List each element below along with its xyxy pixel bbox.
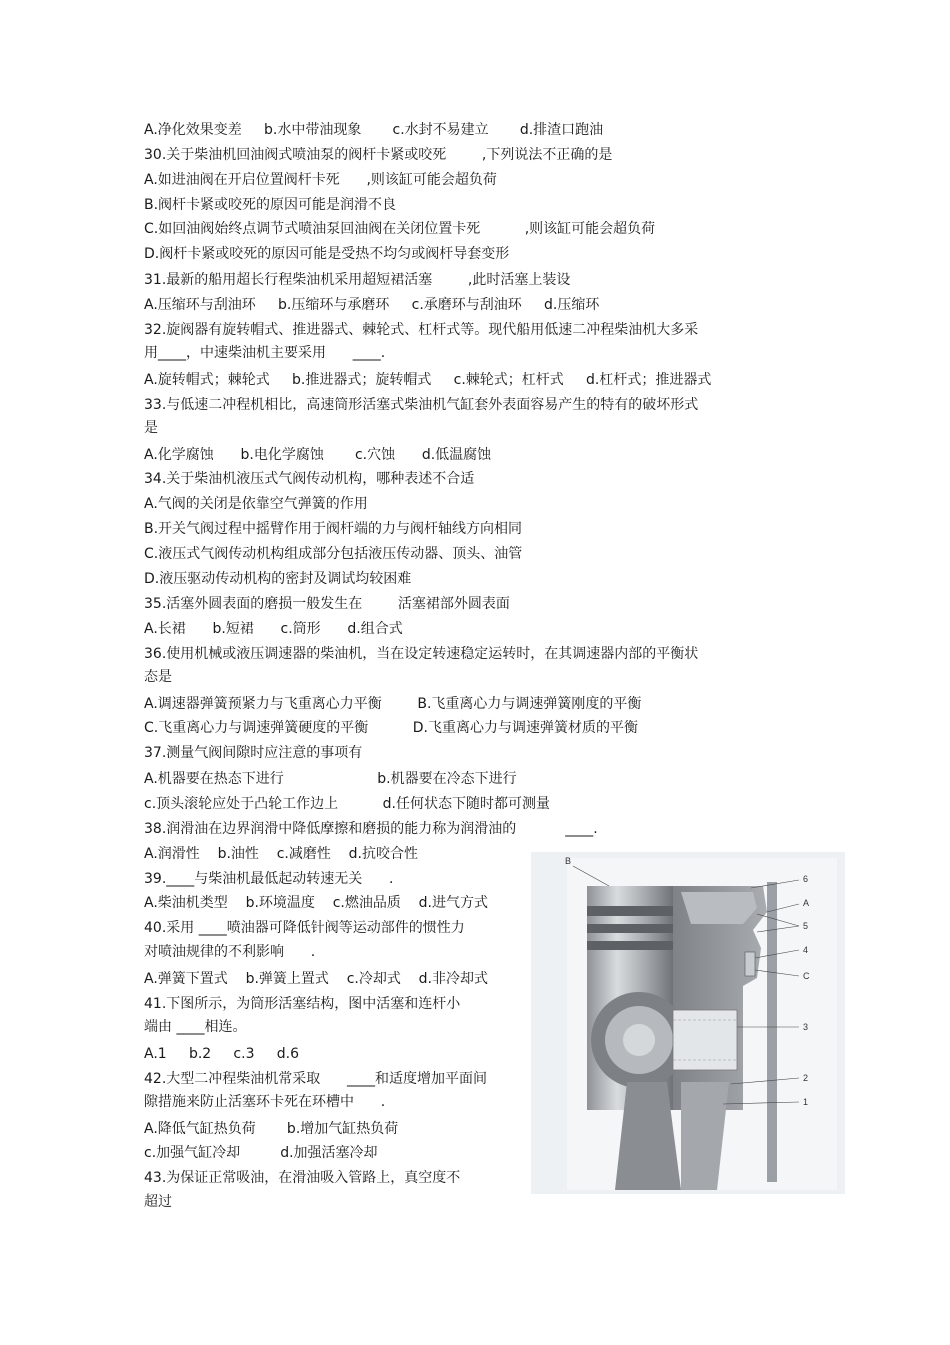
ring-groove-insert — [745, 952, 755, 976]
piston-ring — [587, 941, 673, 950]
gudgeon-pin-bore — [623, 1024, 655, 1056]
text-line: D.液压驱动传动机构的密封及调试均较困难 — [144, 571, 412, 587]
text-line: A.柴油机类型 b.环境温度 c.燃油品质 d.进气方式 — [144, 895, 489, 911]
label-4: 4 — [803, 945, 809, 955]
text-line: A.旋转帽式；棘轮式 b.推进器式；旋转帽式 c.棘轮式；杠杆式 d.杠杆式；推进器式 — [144, 372, 712, 388]
cooling-gallery — [681, 892, 757, 924]
piston-land — [587, 916, 673, 924]
text-line: A.弹簧下置式 b.弹簧上置式 c.冷却式 d.非冷却式 — [144, 971, 489, 987]
text-line: 36.使用机械或液压调速器的柴油机，当在设定转速稳定运转时，在其调速器内部的平衡状 — [144, 646, 699, 662]
label-5: 5 — [803, 921, 809, 931]
text-line: 隙措施来防止活塞环卡死在环槽中 . — [144, 1094, 386, 1110]
text-line: C.飞重离心力与调速弹簧硬度的平衡 D.飞重离心力与调速弹簧材质的平衡 — [144, 720, 638, 736]
text-line: 用____，中速柴油机主要采用 ____. — [144, 345, 386, 361]
text-line: A.润滑性 b.油性 c.减磨性 d.抗咬合性 — [144, 846, 419, 862]
text-line: c.加强气缸冷却 d.加强活塞冷却 — [144, 1145, 378, 1161]
text-line: A.压缩环与刮油环 b.压缩环与承磨环 c.承磨环与刮油环 d.压缩环 — [144, 297, 600, 313]
text-line: 39.____与柴油机最低起动转速无关 . — [144, 871, 394, 887]
text-line: 42.大型二冲程柴油机常采取 ____和适度增加平面间 — [144, 1071, 487, 1087]
text-line: 35.活塞外圆表面的磨损一般发生在 活塞裙部外圆表面 — [144, 596, 510, 612]
piston-diagram — [531, 852, 845, 1194]
text-line: 态是 — [144, 669, 172, 685]
piston-ring — [587, 924, 673, 933]
text-line: 超过 — [144, 1194, 172, 1210]
text-line: A.降低气缸热负荷 b.增加气缸热负荷 — [144, 1121, 399, 1137]
text-line: 37.测量气阀间隙时应注意的事项有 — [144, 745, 363, 761]
text-line: 31.最新的船用超长行程柴油机采用超短裙活塞 ,此时活塞上装设 — [144, 272, 571, 288]
text-line: A.1 b.2 c.3 d.6 — [144, 1046, 299, 1062]
text-line: A.调速器弹簧预紧力与飞重离心力平衡 B.飞重离心力与调速弹簧刚度的平衡 — [144, 696, 642, 712]
label-6: 6 — [803, 874, 809, 884]
gudgeon-pin-section — [673, 1010, 737, 1070]
text-line: A.化学腐蚀 b.电化学腐蚀 c.穴蚀 d.低温腐蚀 — [144, 447, 492, 463]
text-line: 34.关于柴油机液压式气阀传动机构，哪种表述不合适 — [144, 471, 475, 487]
label-3: 3 — [803, 1022, 809, 1032]
text-line: 端由 ____相连。 — [144, 1019, 247, 1035]
piston-ring — [587, 906, 673, 916]
text-line: 是 — [144, 420, 158, 436]
text-line: C.液压式气阀传动机构组成部分包括液压传动器、顶头、油管 — [144, 546, 523, 562]
text-line: 38.润滑油在边界润滑中降低摩擦和磨损的能力称为润滑油的 ____. — [144, 821, 598, 837]
text-line: 40.采用 ____喷油器可降低针阀等运动部件的惯性力 — [144, 920, 465, 936]
text-line: B.开关气阀过程中摇臂作用于阀杆端的力与阀杆轴线方向相同 — [144, 521, 523, 537]
label-2: 2 — [803, 1073, 809, 1083]
label-A: A — [803, 898, 810, 908]
text-line: 32.旋阀器有旋转帽式、推进器式、棘轮式、杠杆式等。现代船用低速二冲程柴油机大多采 — [144, 322, 699, 338]
text-line: A.净化效果变差 b.水中带油现象 c.水封不易建立 d.排渣口跑油 — [144, 122, 604, 138]
text-line: C.如回油阀始终点调节式喷油泵回油阀在关闭位置卡死 ,则该缸可能会超负荷 — [144, 221, 656, 237]
text-line: B.阀杆卡紧或咬死的原因可能是润滑不良 — [144, 197, 397, 213]
text-line: 对喷油规律的不利影响 . — [144, 944, 316, 960]
piston-crown — [587, 886, 673, 906]
label-C: C — [803, 971, 810, 981]
text-line: A.长裙 b.短裙 c.筒形 d.组合式 — [144, 621, 403, 637]
cylinder-liner — [767, 882, 777, 1182]
text-line: 41.下图所示，为筒形活塞结构，图中活塞和连杆小 — [144, 996, 461, 1012]
text-line: A.如进油阀在开启位置阀杆卡死 ,则该缸可能会超负荷 — [144, 172, 497, 188]
text-line: A.气阀的关闭是依靠空气弹簧的作用 — [144, 496, 368, 512]
text-line: 43.为保证正常吸油，在滑油吸入管路上，真空度不 — [144, 1170, 461, 1186]
piston-land — [587, 933, 673, 941]
label-B: B — [565, 856, 572, 866]
text-line: A.机器要在热态下进行 b.机器要在冷态下进行 — [144, 771, 517, 787]
text-line: 30.关于柴油机回油阀式喷油泵的阀杆卡紧或咬死 ,下列说法不正确的是 — [144, 147, 613, 163]
text-line: D.阀杆卡紧或咬死的原因可能是受热不均匀或阀杆导套变形 — [144, 246, 510, 262]
text-line: 33.与低速二冲程机相比，高速筒形活塞式柴油机气缸套外表面容易产生的特有的破坏形式 — [144, 397, 699, 413]
text-line: c.顶头滚轮应处于凸轮工作边上 d.任何状态下随时都可测量 — [144, 796, 550, 812]
label-1: 1 — [803, 1097, 809, 1107]
piston-figure — [531, 852, 845, 1194]
